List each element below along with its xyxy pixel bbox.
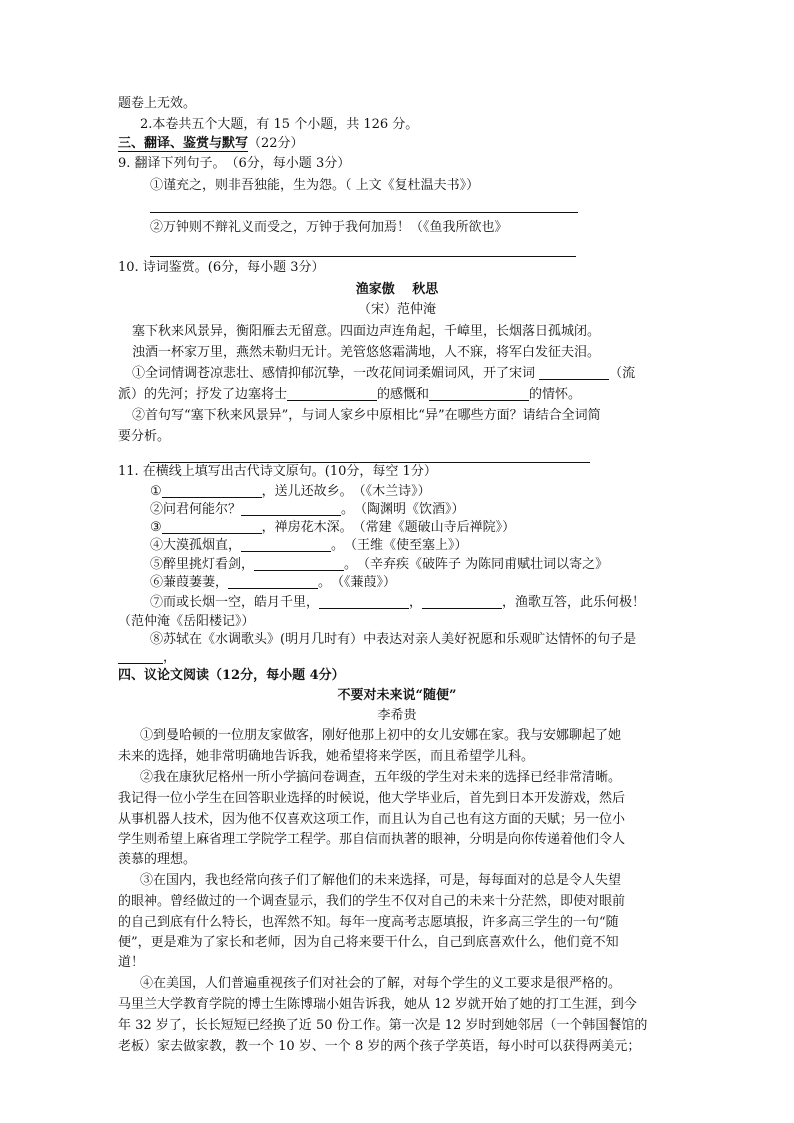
q11-item-7-text-a: ⑦而或长烟一空，皓月千里， — [150, 595, 320, 610]
q9-sentence-2: ②万钟则不辩礼义而受之，万钟于我何加焉！（《鱼我所欲也》 — [150, 220, 508, 235]
q11-item-7-line-1 — [150, 593, 645, 613]
q9-sentence-1: ①谨充之，则非吾独能，生为怨。（ 上文《复杜温夫书》） — [150, 178, 480, 193]
q11-item-6-text-a: ⑥蒹葭萋萋， — [150, 575, 229, 590]
article-line-11: 便”，更是难为了家长和老师，因为自己将来要干什么，自己到底喜欢什么，他们竟不知 — [118, 935, 619, 950]
q11-item-3 — [150, 518, 515, 538]
q11-item-8-line-1: ⑧苏轼在《水调歌头》(明月几时有）中表达对亲人美好祝愿和乐观旷达情怀的句子是 — [150, 632, 637, 647]
article-author: 李希贵 — [377, 708, 417, 723]
article-line-4: 我记得一位小学生在回答职业选择的时候说，他大学毕业后，首先到日本开发游戏，然后 — [118, 791, 626, 806]
q11-item-2 — [150, 500, 465, 520]
poem-author: （宋）范仲淹 — [357, 302, 436, 317]
q11-item-7-text-c: ，渔歌互答，此乐何极！ — [502, 595, 646, 610]
q11-item-2-text-a: ②问君何能尔？ — [150, 502, 242, 517]
q11-heading: 11. 在横线上填写出古代诗文原句。(10分，每空 1分） — [118, 464, 437, 479]
q10-heading: 10. 诗词鉴赏。(6分，每小题 3分） — [118, 260, 325, 275]
article-line-5: 从事机器人技术，因为他不仅喜欢这项工作，而且认为自己也有这方面的天赋；另一位小 — [118, 812, 626, 827]
notice-line-1: 题卷上无效。 — [118, 96, 197, 111]
q9-answer-line-2[interactable] — [150, 256, 576, 257]
q11-blank-5[interactable] — [254, 556, 344, 571]
q11-blank-2[interactable] — [241, 501, 341, 516]
q11-item-8-text-b: ， — [163, 650, 177, 665]
section-3-heading — [118, 134, 304, 154]
article-line-16: 老板）家去做家教，教一个 10 岁、一个 8 岁的两个孩子学英语，每小时可以获得两美元； — [118, 1039, 641, 1054]
q10-item-1-text-b: （流 — [609, 366, 636, 381]
q11-item-2-text-b: 。 （陶渊明《饮酒》） — [341, 502, 465, 517]
article-line-6: 学生则希望上麻省理工学院学工程学。那自信而执著的眼神，分明是向你传递着他们令人 — [118, 832, 626, 847]
poem-line-2: 浊酒一杯家万里，燕然未勒归无计。羌管悠悠霜满地，人不寐，将军白发征夫泪。 — [132, 345, 601, 360]
notice-line-2: 2.本卷共五个大题，有 15 个小题，共 126 分。 — [140, 117, 419, 132]
section-4-heading: 四、议论文阅读（12分，每小题 4分） — [118, 668, 345, 683]
q11-item-7-line-2: （范仲淹《岳阳楼记》） — [118, 614, 255, 629]
q11-item-6 — [150, 573, 396, 593]
q11-item-4-text-a: ④大漠孤烟直， — [150, 538, 242, 553]
q11-item-5 — [150, 555, 608, 575]
article-title: 不要对未来说“随便” — [337, 688, 457, 703]
q10-item-1-line-2 — [118, 385, 581, 405]
q10-item-1-text-e: 的情怀。 — [529, 387, 582, 402]
q9-answer-line-1[interactable] — [150, 212, 578, 213]
q11-item-5-text-b: 。 （辛弃疾《破阵子 为陈同甫赋壮词以寄之》 — [344, 557, 609, 572]
q11-item-4 — [150, 536, 468, 556]
q11-blank-8[interactable] — [422, 594, 502, 609]
article-line-15: 年 32 岁了，长长短短已经换了近 50 份工作。第一次是 12 岁时到她邻居（一个韩国餐馆的 — [118, 1018, 648, 1033]
q10-item-2-line-1: ②首句写“塞下秋来风景异”，与词人家乡中原相比“异”在哪些方面？请结合全词简 — [132, 408, 601, 423]
poem-line-1: 塞下秋来风景异，衡阳雁去无留意。四面边声连角起，千嶂里，长烟落日孤城闭。 — [132, 324, 601, 339]
q11-item-6-text-b: 。 （《蒹葭》） — [318, 575, 397, 590]
article-line-13: ④在美国，人们普遍重视孩子们对社会的了解，对每个学生的义工要求是很严格的。 — [140, 976, 622, 991]
q9-heading: 9. 翻译下列句子。 （6分，每小题 3分） — [118, 156, 351, 171]
q11-blank-4[interactable] — [241, 537, 331, 552]
article-line-10: 的自己到底有什么特长，也浑然不知。每年一度高考志愿填报，许多高三学生的一句“随 — [118, 915, 619, 930]
article-line-7: 羡慕的理想。 — [118, 852, 197, 867]
q11-item-3-text: ，禅房花木深。 （常建《题破山寺后禅院》） — [261, 520, 516, 535]
article-line-1: ①到曼哈顿的一位朋友家做客，刚好他那上初中的女儿安娜在家。我与安娜聊起了她 — [140, 728, 622, 743]
article-line-12: 道！ — [118, 955, 145, 970]
q10-item-1-text-a: ①全词情调苍凉悲壮、感情抑郁沉挚，一改花间词柔媚词风，开了宋词 — [132, 366, 536, 381]
q10-item-1-text-d: 的感慨和 — [377, 387, 430, 402]
q11-blank-7[interactable] — [319, 594, 409, 609]
q11-item-4-text-b: 。 （王维《使至塞上》） — [331, 538, 468, 553]
q10-blank-emotion-1[interactable] — [287, 386, 377, 401]
section-3-title: 三、翻译、鉴赏与默写 — [118, 136, 249, 151]
q10-blank-emotion-2[interactable] — [429, 386, 529, 401]
article-line-9: 的眼神。曾经做过的一个调查显示，我们的学生不仅对自己的未来十分茫然，即使对眼前 — [118, 894, 626, 909]
poem-title: 渔家傲 秋思 — [355, 282, 439, 297]
q11-item-7-text-b: ， — [409, 595, 423, 610]
article-line-8: ③在国内，我也经常向孩子们了解他们的未来选择，可是，每每面对的总是令人失望 — [140, 873, 622, 888]
q11-item-5-text-a: ⑤醉里挑灯看剑， — [150, 557, 255, 572]
q11-item-3-num: ③ — [150, 520, 162, 535]
q10-blank-school[interactable] — [539, 365, 609, 380]
article-line-2: 未来的选择，她非常明确地告诉我，她希望将来学医，而且希望学儿科。 — [118, 749, 535, 764]
q10-item-2-line-2: 要分析。 — [118, 429, 171, 444]
q10-item-1-line-1 — [132, 364, 635, 384]
q11-blank-3[interactable] — [162, 519, 262, 534]
q11-item-1 — [150, 482, 431, 502]
q11-item-8-line-2 — [118, 648, 176, 668]
q11-blank-1[interactable] — [162, 483, 262, 498]
q11-blank-6[interactable] — [228, 574, 318, 589]
q11-blank-9[interactable] — [118, 649, 163, 664]
article-line-3: ②我在康狄尼格州一所小学搞问卷调查，五年级的学生对未来的选择已经非常清晰。 — [140, 770, 622, 785]
section-3-score: （22分） — [248, 136, 304, 151]
q11-item-1-num: ① — [150, 484, 162, 499]
q11-item-1-text: ，送儿还故乡。 （《木兰诗》） — [261, 484, 431, 499]
article-line-14: 马里兰大学教育学院的博士生陈博瑞小姐告诉我，她从 12 岁就开始了她的打工生涯，到今 — [118, 997, 637, 1012]
q10-item-1-text-c: 派）的先河；抒发了边塞将士 — [118, 387, 288, 402]
